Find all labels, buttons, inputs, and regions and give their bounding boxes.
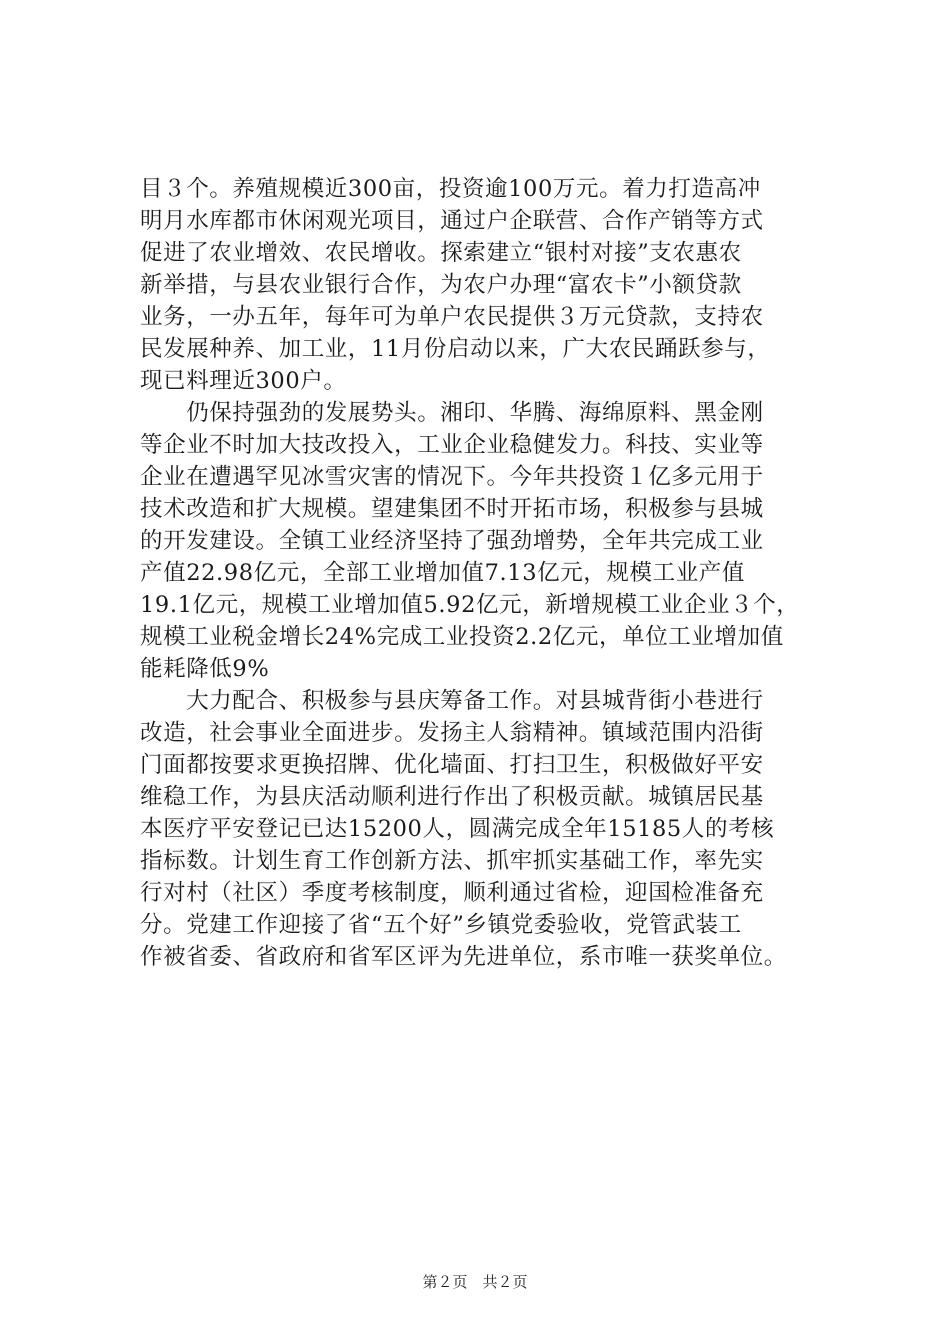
text-line: 目３个。养殖规模近300亩，投资逾100万元。着力打造高冲 <box>140 176 761 202</box>
page-footer: 第２页 共２页 <box>422 1273 528 1291</box>
text-line: 作被省委、省政府和省军区评为先进单位，系市唯一获奖单位。 <box>140 944 787 970</box>
paragraph-p3 <box>140 685 840 973</box>
text-line: 行对村（社区）季度考核制度，顺利通过省检，迎国检准备充 <box>140 880 764 906</box>
text-line: 现已料理近300户。 <box>140 368 347 394</box>
text-line: 技术改造和扩大规模。望建集团不时开拓市场，积极参与县城 <box>140 496 764 522</box>
text-line: 仍保持强劲的发展势头。湘印、华腾、海绵原料、黑金刚 <box>140 400 764 426</box>
text-line: 19.1亿元，规模工业增加值5.92亿元，新增规模工业企业３个， <box>140 592 800 618</box>
document-body <box>140 173 840 973</box>
text-line: 促进了农业增效、农民增收。探索建立“银村对接”支农惠农 <box>140 240 742 266</box>
text-line: 民发展种养、加工业，11月份启动以来，广大农民踊跃参与， <box>140 336 771 362</box>
text-line: 新举措，与县农业银行合作，为农户办理“富农卡”小额贷款 <box>140 272 742 298</box>
text-line: 大力配合、积极参与县庆筹备工作。对县城背街小巷进行 <box>140 688 764 714</box>
text-line: 本医疗平安登记已达15200人，圆满完成全年15185人的考核 <box>140 816 775 842</box>
text-line: 规模工业税金增长24%完成工业投资2.2亿元，单位工业增加值 <box>140 624 784 650</box>
text-line: 产值22.98亿元，全部工业增加值7.13亿元，规模工业产值 <box>140 560 746 586</box>
text-line: 业务，一办五年，每年可为单户农民提供３万元贷款，支持农 <box>140 304 764 330</box>
text-line: 能耗降低9% <box>140 656 270 682</box>
paragraph-p1 <box>140 173 840 397</box>
text-line: 的开发建设。全镇工业经济坚持了强劲增势，全年共完成工业 <box>140 528 764 554</box>
text-line: 门面都按要求更换招牌、优化墙面、打扫卫生，积极做好平安 <box>140 752 764 778</box>
text-line: 维稳工作，为县庆活动顺利进行作出了积极贡献。城镇居民基 <box>140 784 764 810</box>
text-line: 分。党建工作迎接了省“五个好”乡镇党委验收，党管武装工 <box>140 912 742 938</box>
text-line: 等企业不时加大技改投入，工业企业稳健发力。科技、实业等 <box>140 432 764 458</box>
text-line: 指标数。计划生育工作创新方法、抓牢抓实基础工作，率先实 <box>140 848 764 874</box>
text-line: 企业在遭遇罕见冰雪灾害的情况下。今年共投资１亿多元用于 <box>140 464 764 490</box>
text-line: 明月水库都市休闲观光项目，通过户企联营、合作产销等方式 <box>140 208 764 234</box>
paragraph-p2 <box>140 397 840 685</box>
text-line: 改造，社会事业全面进步。发扬主人翁精神。镇域范围内沿街 <box>140 720 764 746</box>
